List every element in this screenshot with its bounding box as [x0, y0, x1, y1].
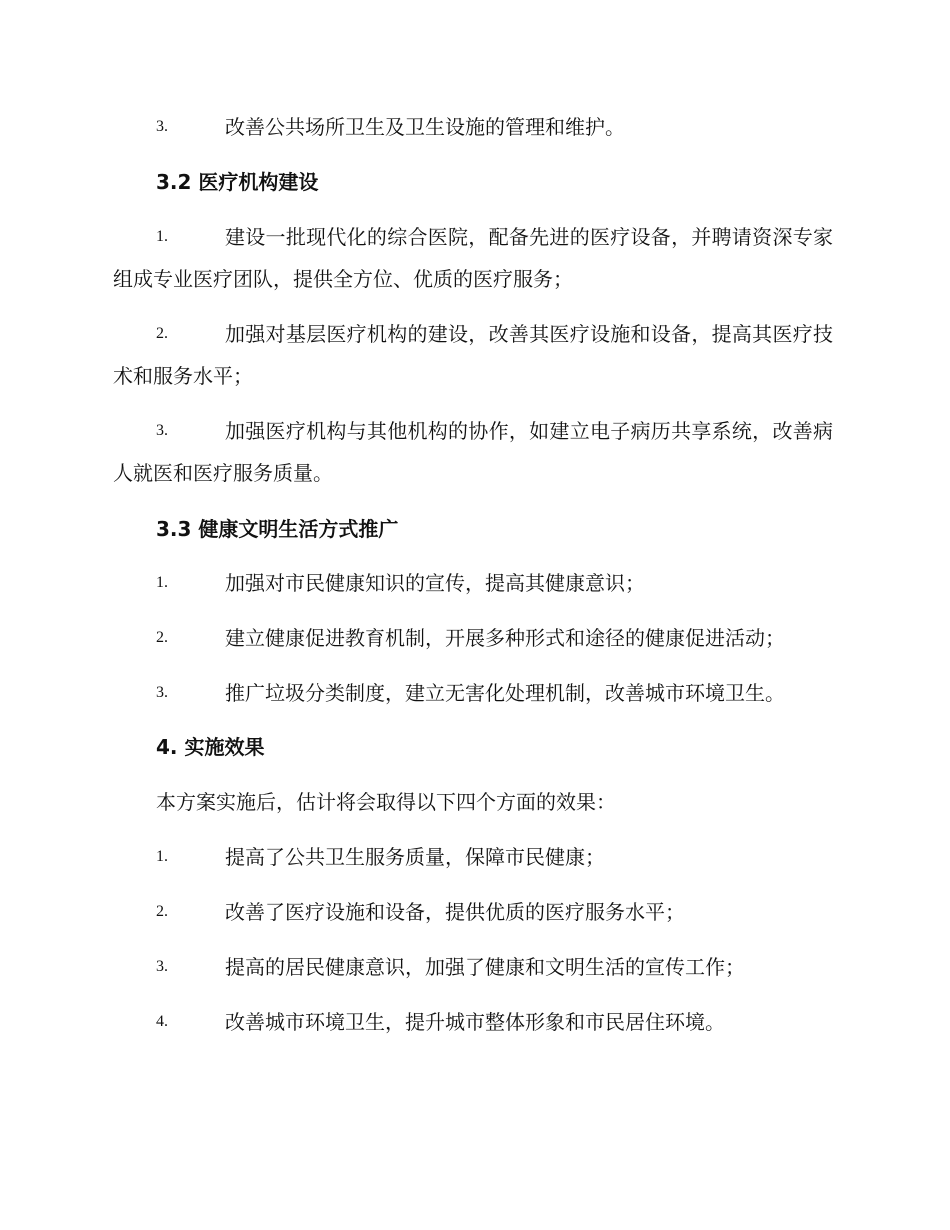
list-number: 3.	[156, 958, 168, 975]
section-heading-3-3: 3.3 健康文明生活方式推广	[156, 517, 399, 541]
section-intro: 本方案实施后，估计将会取得以下四个方面的效果：	[156, 790, 616, 814]
list-number: 1.	[156, 228, 168, 245]
list-item	[113, 836, 833, 878]
list-number: 4.	[156, 1013, 168, 1030]
list-number: 3.	[156, 684, 168, 701]
list-item	[113, 410, 833, 494]
list-number: 1.	[156, 848, 168, 865]
list-item	[113, 216, 833, 300]
list-item	[113, 562, 833, 604]
list-text: 改善城市环境卫生，提升城市整体形象和市民居住环境。	[225, 1010, 725, 1034]
list-text: 建设一批现代化的综合医院，配备先进的医疗设备，并聘请资深专家组成专业医疗团队，提供全方位、优质的医疗服务；	[113, 225, 833, 291]
section-heading-3-2: 3.2 医疗机构建设	[156, 170, 319, 194]
list-text: 提高了公共卫生服务质量，保障市民健康；	[225, 845, 605, 869]
list-text: 改善了医疗设施和设备，提供优质的医疗服务水平；	[225, 900, 685, 924]
list-number: 2.	[156, 903, 168, 920]
list-item	[113, 891, 833, 933]
list-text: 推广垃圾分类制度，建立无害化处理机制，改善城市环境卫生。	[225, 681, 785, 705]
list-item	[113, 946, 833, 988]
list-number: 3.	[156, 118, 168, 135]
section-heading-4: 4. 实施效果	[156, 735, 265, 759]
list-text: 改善公共场所卫生及卫生设施的管理和维护。	[225, 115, 625, 139]
list-number: 2.	[156, 629, 168, 646]
list-item	[113, 106, 833, 148]
list-item	[113, 617, 833, 659]
list-item	[113, 1001, 833, 1043]
list-item	[113, 313, 833, 397]
list-text: 加强对市民健康知识的宣传，提高其健康意识；	[225, 571, 645, 595]
list-number: 2.	[156, 325, 168, 342]
list-text: 加强对基层医疗机构的建设，改善其医疗设施和设备，提高其医疗技术和服务水平；	[113, 322, 833, 388]
list-text: 建立健康促进教育机制，开展多种形式和途径的健康促进活动；	[225, 626, 785, 650]
list-number: 3.	[156, 422, 168, 439]
list-number: 1.	[156, 574, 168, 591]
list-text: 提高的居民健康意识，加强了健康和文明生活的宣传工作；	[225, 955, 745, 979]
list-text: 加强医疗机构与其他机构的协作，如建立电子病历共享系统，改善病人就医和医疗服务质量。	[113, 419, 833, 485]
list-item	[113, 672, 833, 714]
